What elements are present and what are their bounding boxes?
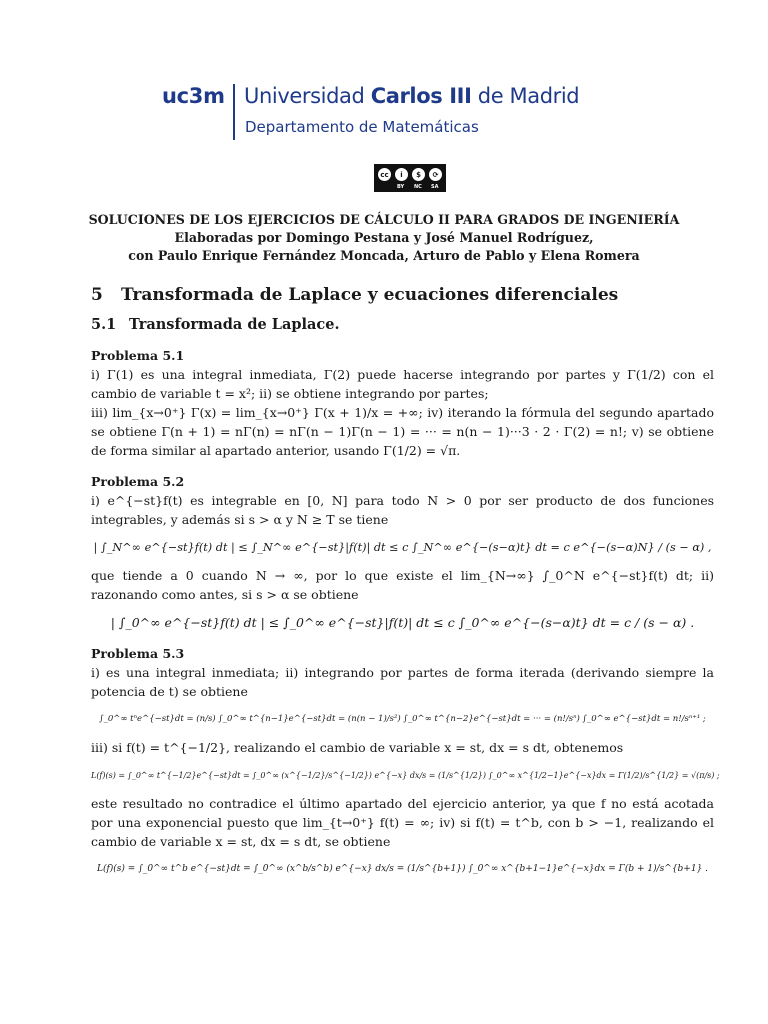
problem-paragraph: iii) si f(t) = t^{−1/2}, realizando el cambio de variable x = st, dx = s dt, obtenemos	[91, 740, 624, 755]
title-line-2: Elaboradas por Domingo Pestana y José Manuel Rodríguez,	[174, 230, 594, 245]
title-line-1: SOLUCIONES DE LOS EJERCICIOS DE CÁLCULO II PARA GRADOS DE INGENIERÍA	[88, 212, 680, 227]
section-heading	[91, 286, 714, 305]
main-content	[91, 285, 720, 888]
display-equation: | ∫_N^∞ e^{−st}f(t) dt | ≤ ∫_N^∞ e^{−st}|f(t)| dt ≤ c ∫_N^∞ e^{−(s−α)t} dt = c e^{−(s−α)N} / (s − α) ,	[93, 541, 712, 554]
nc-circle: $	[411, 167, 426, 182]
by-circle: i	[394, 167, 409, 182]
section-number: 5	[91, 285, 103, 305]
display-equation: | ∫_0^∞ e^{−st}f(t) dt | ≤ ∫_0^∞ e^{−st}|f(t)| dt ≤ c ∫_0^∞ e^{−(s−α)t} dt = c / (s − α) .	[110, 615, 695, 630]
section-title: Transformada de Laplace y ecuaciones diferenciales	[121, 285, 619, 305]
cc-circle: cc	[377, 167, 392, 182]
problem-paragraph: i) es una integral inmediata; ii) integrando por partes de forma iterada (derivando siempre la potencia de t) se obtiene	[91, 665, 714, 699]
problem-heading: Problema 5.3	[91, 646, 185, 661]
display-equation: L(f)(s) = ∫_0^∞ t^b e^{−st}dt = ∫_0^∞ (x^b/s^b) e^{−x} dx/s = (1/s^{b+1}) ∫_0^∞ x^{b+1−1}e^{−x}dx = Γ(b + 1)/s^{b+1} .	[96, 864, 709, 874]
department-name: Departamento de Matemáticas	[245, 118, 479, 136]
problem-heading: Problema 5.1	[91, 348, 185, 363]
problem-paragraph: i) e^{−st}f(t) es integrable en [0, N] para todo N > 0 por ser producto de dos funciones integrables, y además si s > α y N ≥ T se tiene	[91, 493, 714, 527]
university-prefix: Universidad	[244, 84, 371, 108]
by-label: BY	[397, 184, 405, 190]
university-bold: Carlos III	[370, 84, 472, 108]
subsection-number: 5.1	[91, 316, 117, 333]
problem-paragraph: iii) lim_{x→0⁺} Γ(x) = lim_{x→0⁺} Γ(x + 1)/x = +∞; iv) iterando la fórmula del segundo apartado se obtiene Γ(n + 1) = nΓ(n) = nΓ(n − 1)Γ(n − 1) = ··· = n(n − 1)···3 · 2 · Γ(2) = n!; v) se obtiene de forma similar al apartado anterior, usando Γ(1/2) = √π.	[91, 405, 714, 458]
university-suffix: de Madrid	[471, 84, 580, 108]
title-line-3: con Paulo Enrique Fernández Moncada, Arturo de Pablo y Elena Romera	[128, 248, 640, 263]
sa-circle: ⟳	[428, 167, 443, 182]
university-name	[244, 84, 579, 108]
problem-paragraph: este resultado no contradice el último apartado del ejercicio anterior, ya que f no está acotada por una exponencial puesto que lim_{t→0⁺} f(t) = ∞; iv) si f(t) = t^b, con b > −1, realizando el cambio de variable x = st, dx = s dt, se obtiene	[91, 796, 714, 849]
subsection-title: Transformada de Laplace.	[129, 316, 340, 333]
problem-heading: Problema 5.2	[91, 474, 185, 489]
document-title	[60, 211, 708, 265]
subsection-heading	[91, 315, 714, 334]
uc3m-logo: uc3m	[162, 84, 225, 108]
problem-paragraph: i) Γ(1) es una integral inmediata, Γ(2) puede hacerse integrando por partes y Γ(1/2) con el cambio de variable t = x²; ii) se obtiene integrando por partes;	[91, 367, 714, 401]
sa-label: SA	[431, 184, 439, 190]
problem-paragraph: que tiende a 0 cuando N → ∞, por lo que existe el lim_{N→∞} ∫_0^N e^{−st}f(t) dt; ii) razonando como antes, si s > α se obtiene	[91, 568, 714, 602]
creative-commons-badge	[374, 164, 446, 192]
nc-label: NC	[414, 184, 422, 190]
display-equation: ∫_0^∞ tⁿe^{−st}dt = (n/s) ∫_0^∞ t^{n−1}e^{−st}dt = (n(n − 1)/s²) ∫_0^∞ t^{n−2}e^{−st}dt = ··· = (n!/sⁿ) ∫_0^∞ e^{−st}dt = n!/sⁿ⁺¹ ;	[99, 714, 706, 724]
header-divider	[233, 84, 235, 140]
display-equation: L(f)(s) = ∫_0^∞ t^{−1/2}e^{−st}dt = ∫_0^∞ (x^{−1/2}/s^{−1/2}) e^{−x} dx/s = (1/s^{1/2}) ∫_0^∞ x^{1/2−1}e^{−x}dx = Γ(1/2)/s^{1/2} = √(π/s) ;	[91, 771, 720, 780]
